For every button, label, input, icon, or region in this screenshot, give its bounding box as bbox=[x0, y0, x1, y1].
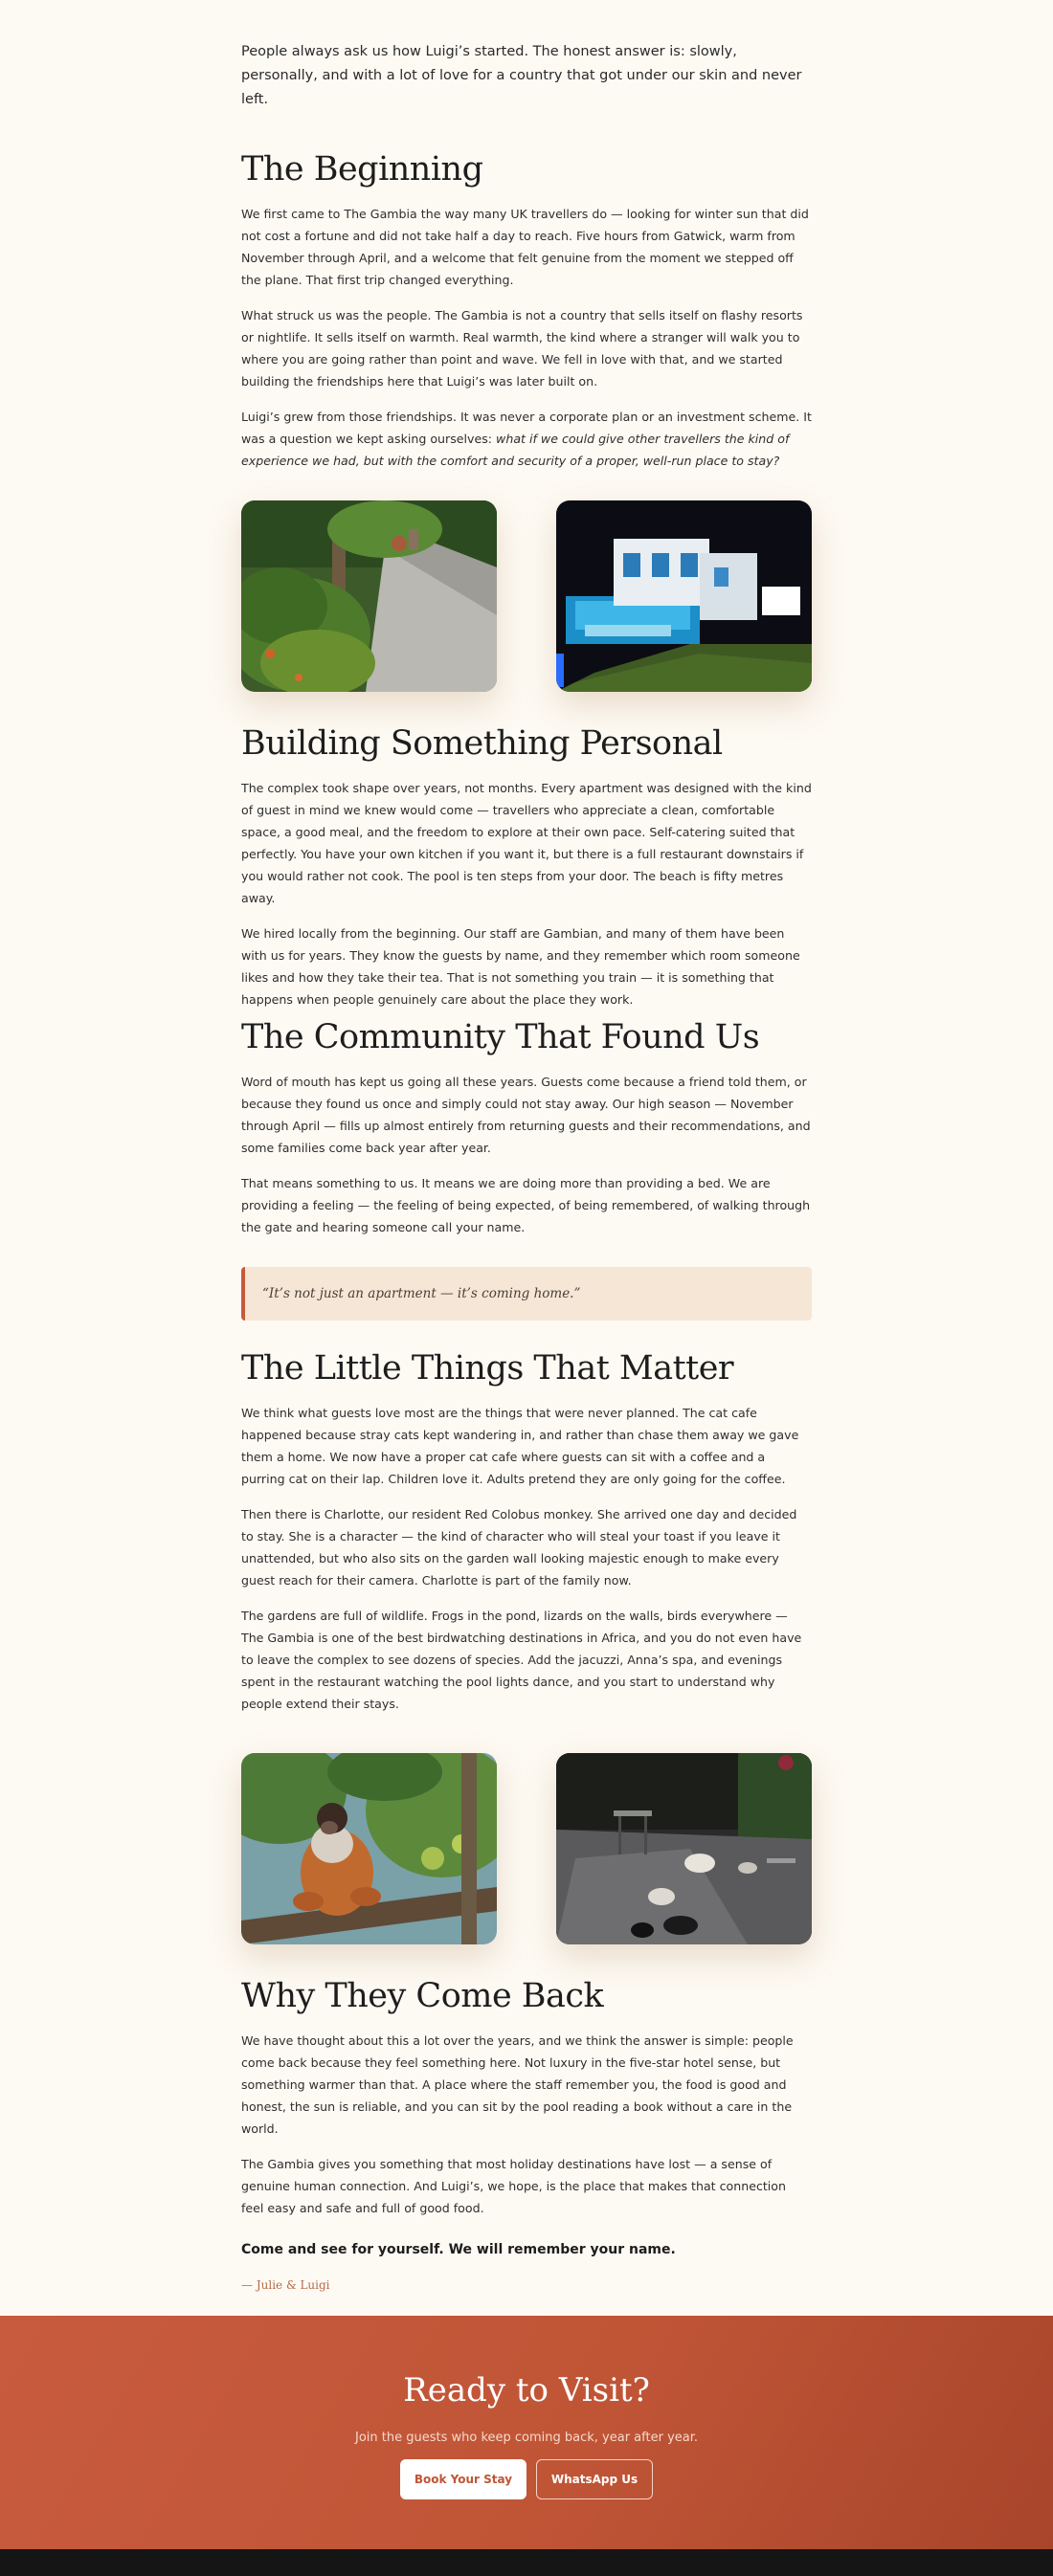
pool-at-night-photo bbox=[556, 500, 812, 692]
cta-banner bbox=[0, 2316, 1053, 2549]
paragraph: Word of mouth has kept us going all these years. Guests come because a friend told them, or because they found us once and simply could not stay away. Our high season — November through April — fills up almost entirely from returning guests and their recommendations, and some families come back year after year. bbox=[241, 1075, 811, 1155]
intro-paragraph: People always ask us how Luigi’s started. The honest answer is: slowly, personally, and with a lot of love for a country that got under our skin and never left. bbox=[241, 44, 802, 107]
section-title-beginning: The Beginning bbox=[241, 150, 483, 189]
footer-bar bbox=[0, 2549, 1053, 2576]
paragraph: We have thought about this a lot over the years, and we think the answer is simple: people come back because they feel something here. Not luxury in the five-star hotel sense, but something warmer than that. A place where the staff remember you, the food is good and honest, the sun is reliable, and you can sit by the pool reading a book without a care in the world. bbox=[241, 2033, 794, 2136]
closing-line: Come and see for yourself. We will remember your name. bbox=[241, 2242, 676, 2257]
cat-cafe-photo bbox=[556, 1753, 812, 1944]
paragraph: We first came to The Gambia the way many UK travellers do — looking for winter sun that did not cost a fortune and did not take half a day to reach. Five hours from Gatwick, warm from November through April, and a welcome that felt genuine from the moment we stepped off the plane. That first trip changed everything. bbox=[241, 207, 809, 287]
section-title-little-things: The Little Things That Matter bbox=[241, 1349, 734, 1388]
book-your-stay-button[interactable]: Book Your Stay bbox=[400, 2459, 526, 2499]
cta-subtitle: Join the guests who keep coming back, year after year. bbox=[354, 2431, 699, 2445]
section-title-why-back: Why They Come Back bbox=[241, 1977, 604, 2015]
paragraph: Then there is Charlotte, our resident Red Colobus monkey. She arrived one day and decided to stay. She is a character — the kind of character who will steal your toast if you leave it unattended, but who also sits on the garden wall looking majestic enough to make every guest reach for their camera. Charlotte is part of the family now. bbox=[241, 1507, 797, 1588]
section-title-building: Building Something Personal bbox=[241, 724, 723, 763]
paragraph: The Gambia gives you something that most holiday destinations have lost — a sense of genuine human connection. And Luigi’s, we hope, is the place that makes that connection feel easy and safe and full of good food. bbox=[241, 2157, 786, 2215]
red-colobus-monkey-photo bbox=[241, 1753, 497, 1944]
garden-path-photo bbox=[241, 500, 497, 692]
paragraph: We hired locally from the beginning. Our staff are Gambian, and many of them have been with us for years. They know the guests by name, and they remember which room someone likes and how they take their tea. That is not something you train — it is something that happens when people genuinely care about the place they work. bbox=[241, 926, 800, 1007]
cta-title: Ready to Visit? bbox=[403, 2371, 650, 2409]
whatsapp-us-button[interactable]: WhatsApp Us bbox=[536, 2459, 653, 2499]
photo-row bbox=[241, 500, 812, 692]
paragraph: We think what guests love most are the things that were never planned. The cat cafe happened because stray cats kept wandering in, and rather than chase them away we gave them a home. We now have a proper cat cafe where guests can sit with a coffee and a purring cat on their lap. Children love it. Adults pretend they are only going for the coffee. bbox=[241, 1406, 799, 1486]
cta-buttons bbox=[0, 2459, 1053, 2499]
pull-quote: “It’s not just an apartment — it’s coming home.” bbox=[241, 1267, 812, 1321]
photo-row bbox=[241, 1753, 812, 1944]
paragraph-italic: what if we could give other travellers the kind of experience we had, but with the comfort and security of a proper, well-run place to stay? bbox=[241, 432, 790, 468]
article bbox=[241, 40, 812, 2292]
paragraph: What struck us was the people. The Gambia is not a country that sells itself on flashy resorts or nightlife. It sells itself on warmth. Real warmth, the kind where a stranger will walk you to where you are going rather than point and wave. We fell in love with that, and we started building the friendships here that Luigi’s was later built on. bbox=[241, 308, 803, 389]
paragraph bbox=[241, 406, 812, 472]
paragraph-text: Luigi’s grew from those friendships. It was never a corporate plan or an investment scheme. It was a question we kept asking ourselves: bbox=[241, 410, 812, 446]
signature: — Julie & Luigi bbox=[241, 2278, 330, 2292]
paragraph: The complex took shape over years, not months. Every apartment was designed with the kind of guest in mind we knew would come — travellers who appreciate a clean, comfortable space, a good meal, and the freedom to explore at their own pace. Self-catering suited that perfectly. You have your own kitchen if you want it, but there is a full restaurant downstairs if you would rather not cook. The pool is ten steps from your door. The beach is fifty metres away. bbox=[241, 781, 812, 905]
paragraph: That means something to us. It means we are doing more than providing a bed. We are providing a feeling — the feeling of being expected, of being remembered, of walking through the gate and hearing someone call your name. bbox=[241, 1176, 811, 1234]
section-title-community: The Community That Found Us bbox=[241, 1018, 760, 1056]
paragraph: The gardens are full of wildlife. Frogs in the pond, lizards on the walls, birds everywhere — The Gambia is one of the best birdwatching destinations in Africa, and you do not even have to leave the complex to see dozens of species. Add the jacuzzi, Anna’s spa, and evenings spent in the restaurant watching the pool lights dance, and you start to understand why people extend their stays. bbox=[241, 1609, 802, 1711]
